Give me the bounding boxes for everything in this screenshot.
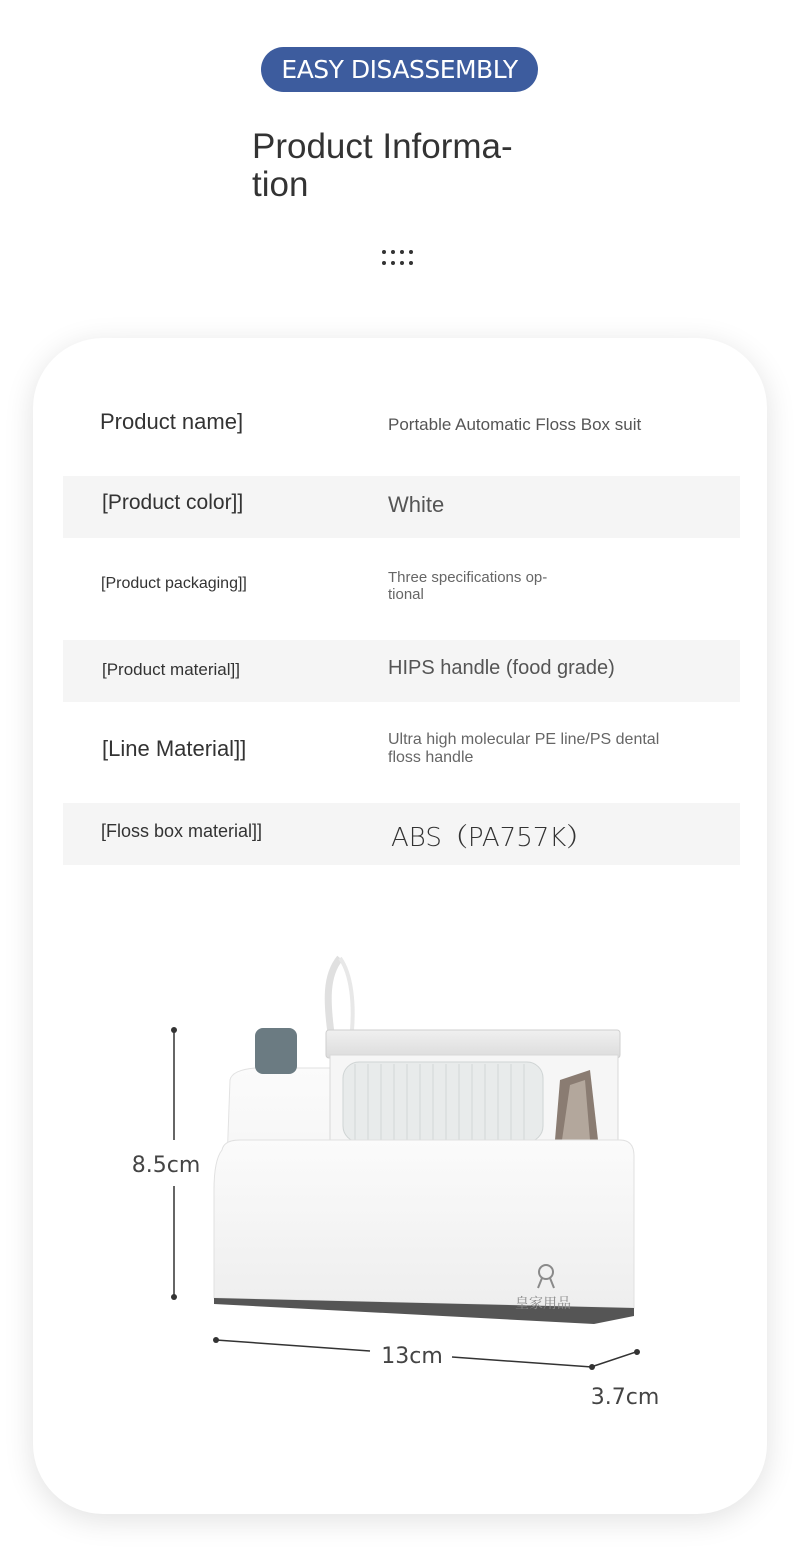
- info-label: Product name]: [100, 409, 244, 434]
- info-value-line-1: Ultra high molecular PE line/PS dental: [388, 731, 660, 748]
- width-label: 13cm: [381, 1344, 443, 1369]
- info-value-line-1: Three specifications op-: [388, 569, 548, 586]
- info-value: White: [388, 492, 445, 517]
- height-label: 8.5cm: [131, 1153, 201, 1178]
- title-line-1: Product Informa-: [252, 127, 513, 166]
- info-value-line-2: tional: [388, 586, 424, 603]
- info-label: [Product material]]: [102, 660, 240, 679]
- info-label: [Floss box material]]: [101, 821, 263, 841]
- info-label: [Line Material]]: [102, 736, 247, 761]
- info-label: [Product color]]: [102, 491, 244, 514]
- depth-dimension-line: [594, 1352, 636, 1366]
- info-value: HIPS handle (food grade): [388, 657, 615, 679]
- badge-text: EASY DISASSEMBLY: [281, 55, 518, 84]
- cap-knob: [255, 1028, 297, 1074]
- depth-label: 3.7cm: [590, 1385, 660, 1410]
- info-value-line-2: floss handle: [388, 749, 474, 766]
- info-value: ABS（PA757K）: [391, 823, 593, 853]
- info-label: [Product packaging]]: [101, 575, 247, 592]
- brand-logo-text: 皇家用品: [515, 1296, 571, 1312]
- title-line-2: tion: [252, 165, 309, 204]
- info-value: Portable Automatic Floss Box suit: [388, 415, 642, 434]
